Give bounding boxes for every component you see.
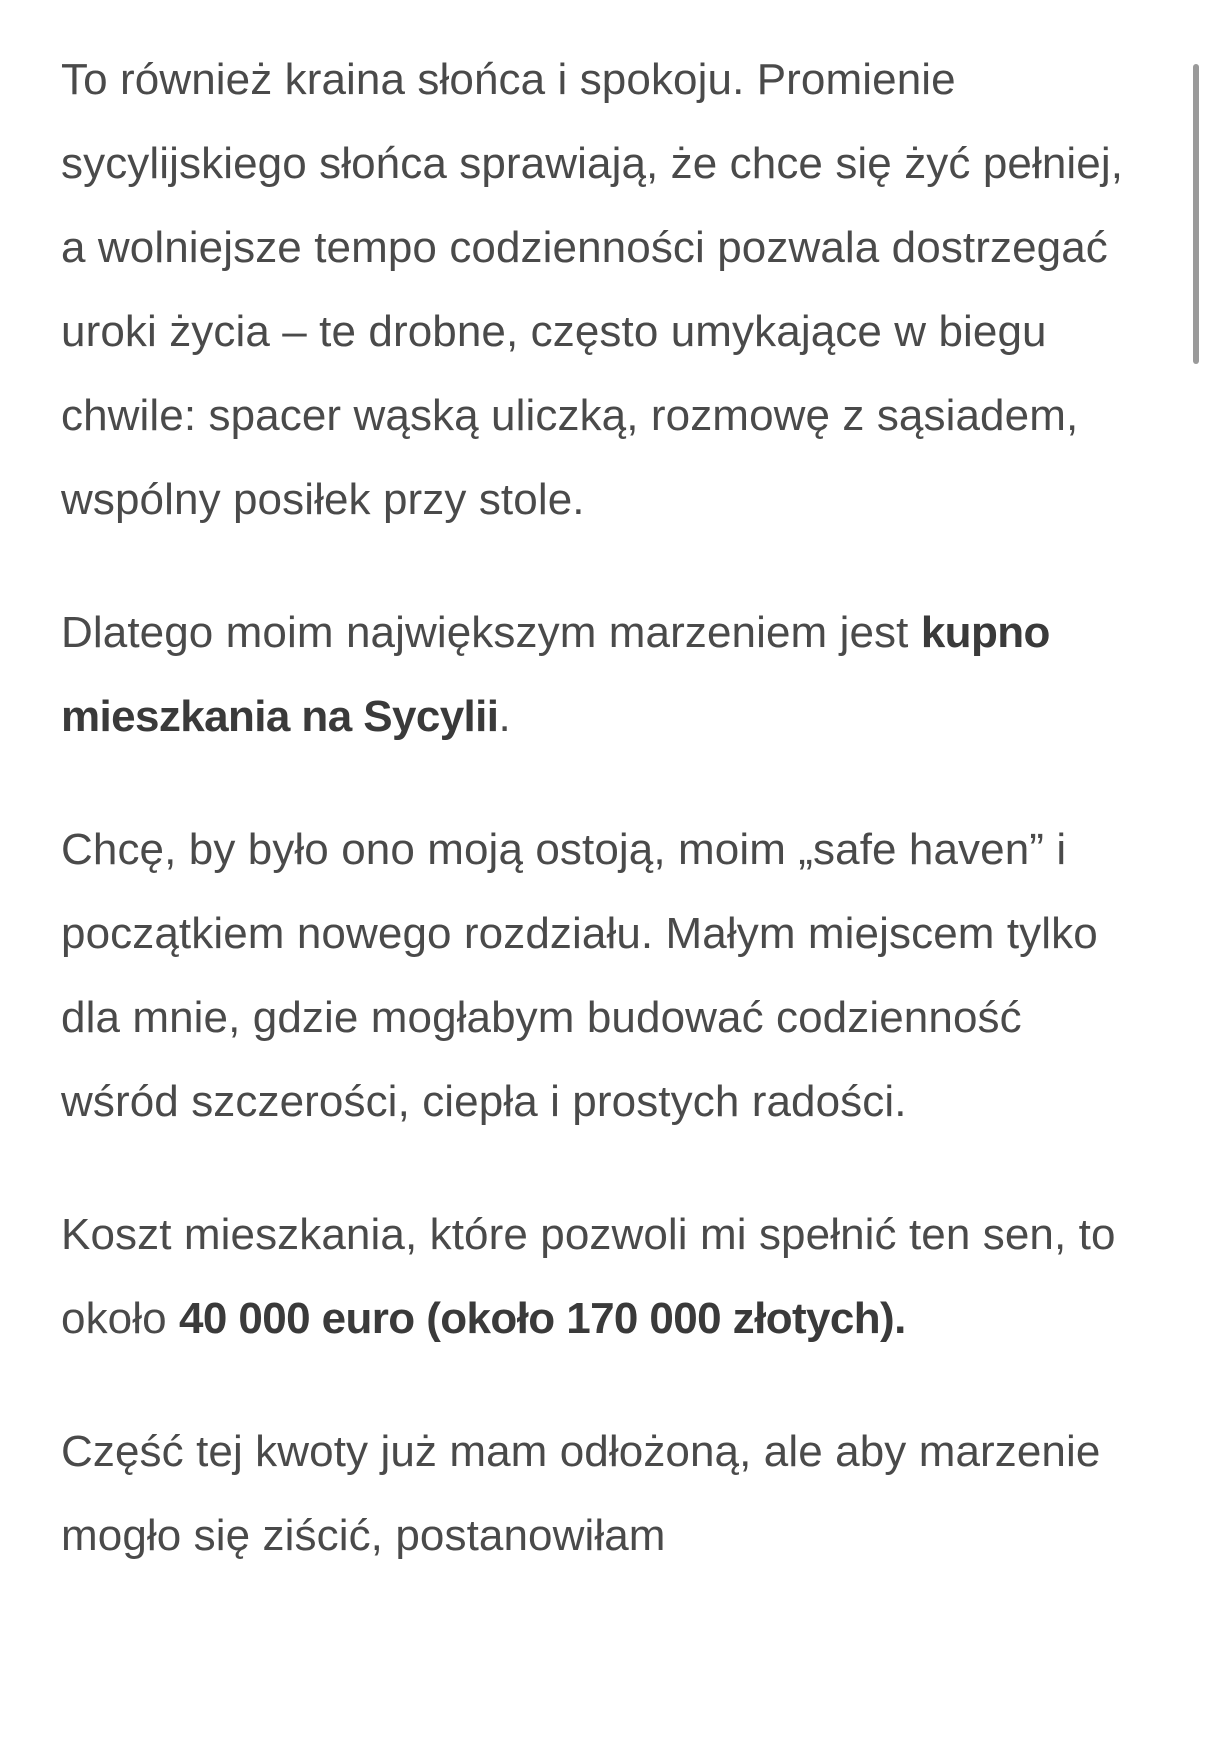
paragraph-dream [61,591,1151,759]
paragraph-cost [61,1193,1151,1361]
paragraph-cost-amount: 40 000 euro (około 170 000 złotych). [179,1294,906,1343]
paragraph-safe-haven: Chcę, by było ono moją ostoją, moim „safe haven” i początkiem nowego rozdziału. Małym miejscem tylko dla mnie, gdzie mogłabym budować codzienność wśród szczerości, ciepła i prostych radości. [61,825,1098,1126]
paragraph-dream-text: Dlatego moim największym marzeniem jest [61,608,921,657]
paragraph-dream-end: . [498,692,511,741]
paragraph-dream-bold: kupno mieszkania na Sycylii [61,608,1050,741]
paragraph-savings: Część tej kwoty już mam odłożoną, ale aby marzenie mogło się ziścić, postanowiłam [61,1427,1101,1560]
article-body [61,38,1151,1627]
paragraph-sicily-sun: To również kraina słońca i spokoju. Promienie sycylijskiego słońca sprawiają, że chce się żyć pełniej, a wolniejsze tempo codzienności pozwala dostrzegać uroki życia – te drobne, często umykające w biegu chwile: spacer wąską uliczką, rozmowę z sąsiadem, wspólny posiłek przy stole. [61,55,1124,524]
paragraph-cost-text: Koszt mieszkania, które pozwoli mi spełnić ten sen, to około [61,1210,1116,1343]
scrollbar[interactable] [1193,64,1199,364]
